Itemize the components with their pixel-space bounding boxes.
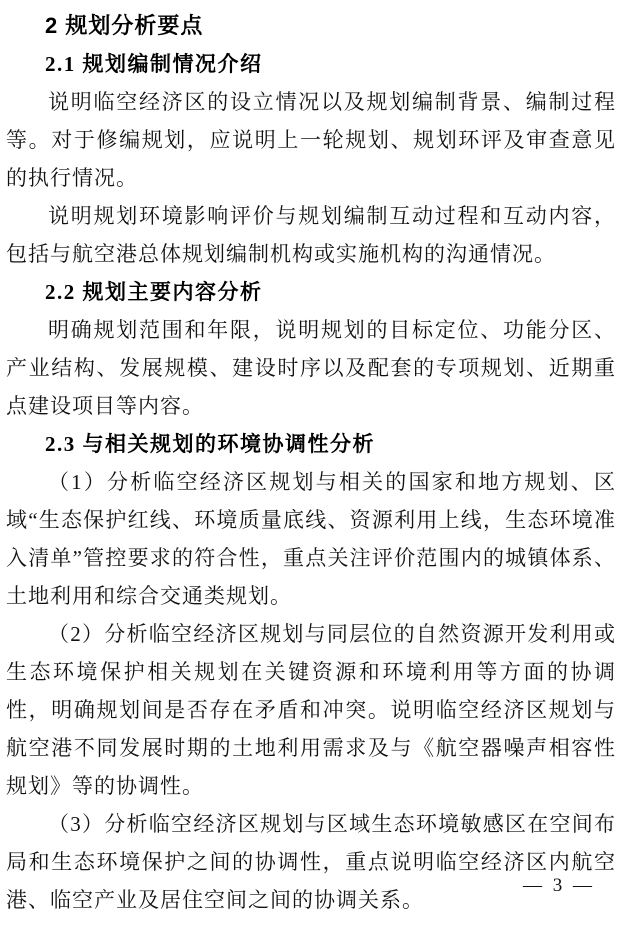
- paragraph: 说明临空经济区的设立情况以及规划编制背景、编制过程等。对于修编规划，应说明上一轮规划、规划环评及审查意见的执行情况。: [6, 90, 616, 190]
- paragraph: 说明规划环境影响评价与规划编制互动过程和互动内容，包括与航空港总体规划编制机构或实施机构的沟通情况。: [6, 204, 616, 266]
- paragraph: （3）分析临空经济区规划与区域生态环境敏感区在空间布局和生态环境保护之间的协调性，重点说明临空经济区内航空港、临空产业及居住空间之间的协调关系。: [6, 812, 616, 912]
- section-title-2-2: 2.2 规划主要内容分析: [45, 280, 263, 304]
- chapter-heading: 2 规划分析要点: [45, 13, 204, 38]
- section-title-2-3: 2.3 与相关规划的环境协调性分析: [45, 432, 375, 456]
- page-number: — 3 —: [523, 875, 595, 896]
- paragraph: （2）分析临空经济区规划与同层位的自然资源开发利用或生态环境保护相关规划在关键资源和环境利用等方面的协调性，明确规划间是否存在矛盾和冲突。说明临空经济区规划与航空港不同发展时期的土地利用需求及与《航空器噪声相容性规划》等的协调性。: [6, 622, 616, 798]
- paragraph: （1）分析临空经济区规划与相关的国家和地方规划、区域“生态保护红线、环境质量底线、资源利用上线，生态环境准入清单”管控要求的符合性，重点关注评价范围内的城镇体系、土地利用和综合交通类规划。: [6, 470, 616, 608]
- paragraph: 明确规划范围和年限，说明规划的目标定位、功能分区、产业结构、发展规模、建设时序以及配套的专项规划、近期重点建设项目等内容。: [6, 318, 616, 418]
- section-title-2-1: 2.1 规划编制情况介绍: [45, 52, 263, 76]
